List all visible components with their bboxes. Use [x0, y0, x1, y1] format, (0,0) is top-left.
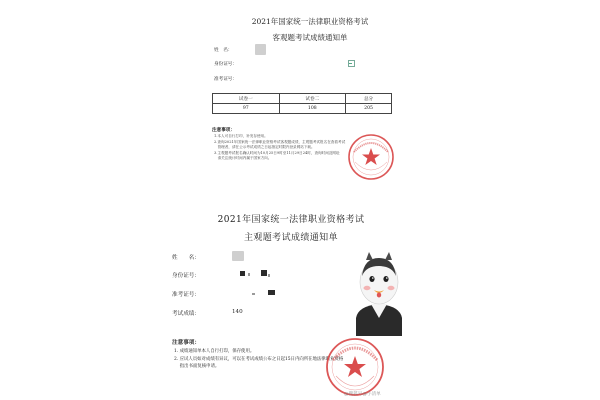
table-cell: 205 [346, 104, 392, 114]
broken-photo-icon [348, 60, 354, 66]
doc2-note: 1. 成绩通知单本人自行打印，保存使用。 [174, 349, 255, 354]
table-header-cell: 总分 [346, 94, 392, 104]
redacted-id-block [248, 273, 250, 276]
table-cell: 97 [213, 104, 280, 114]
table-header-cell: 试卷二 [279, 94, 346, 104]
doc1-note: 2.查询2021年国家统一法律职业资格考试客观题成绩，主观题考试报名在查看考试 [214, 140, 346, 144]
doc1-subtitle: 客观题考试成绩通知单 [272, 33, 348, 42]
watermark-text: @搜狐号@小清单 [344, 392, 381, 397]
redacted-name [255, 44, 266, 55]
redacted-ticket-block [252, 293, 255, 295]
table-header-cell: 试卷一 [213, 94, 280, 104]
redacted-id-block [240, 271, 245, 276]
doc2-ticket-label: 准考证号： [172, 292, 200, 298]
doc2-id-label: 身份证号： [172, 273, 200, 279]
redacted-ticket-block [268, 290, 275, 295]
doc1-note: 3.主观题考试报名确认时间为10月25日9时至11月29日24时，查询时间及网址 [214, 151, 340, 155]
table-header-row [213, 94, 392, 104]
table-cell: 108 [279, 104, 346, 114]
subjective-score-notice [160, 208, 422, 398]
doc2-subtitle: 主观题考试成绩通知单 [243, 233, 338, 243]
objective-score-table [212, 93, 392, 114]
doc1-ticket-label: 准考证号： [214, 77, 237, 82]
doc1-title: 2021年国家统一法律职业资格考试 [251, 17, 369, 26]
doc2-notes-title: 注意事项： [172, 340, 200, 346]
redacted-id-block [268, 274, 270, 277]
redacted-name [232, 251, 244, 261]
doc2-score-label: 考试成绩： [172, 311, 200, 317]
doc1-note: 管理者，请在公示考试成绩之日起指定时限内登录网站下载。 [214, 145, 315, 149]
official-seal-stamp [346, 132, 396, 182]
doc1-id-label: 身份证号： [214, 62, 237, 67]
objective-score-notice [200, 10, 420, 190]
redacted-id-block [261, 270, 267, 276]
official-seal-stamp [324, 336, 386, 398]
doc2-name-label: 姓 名： [172, 255, 200, 261]
doc1-note: 1.本人可自行打印，补发存使用。 [214, 134, 268, 138]
doc1-notes-title: 注意事项： [212, 128, 235, 133]
cartoon-avatar [352, 248, 406, 336]
doc2-note: 2. 应试人员如对成绩有异议，可以在考试成绩公布之日起15日内向所在地法律职业资格 [174, 357, 344, 362]
table-row [213, 104, 392, 114]
doc1-note: 请关注统计时间内属于国家方向。 [214, 156, 272, 160]
doc1-name-label: 姓 名： [214, 48, 233, 53]
doc2-score-value: 140 [232, 309, 243, 315]
doc2-note: 指出书面复核申请。 [174, 364, 220, 369]
doc2-title: 2021年国家统一法律职业资格考试 [217, 215, 365, 225]
